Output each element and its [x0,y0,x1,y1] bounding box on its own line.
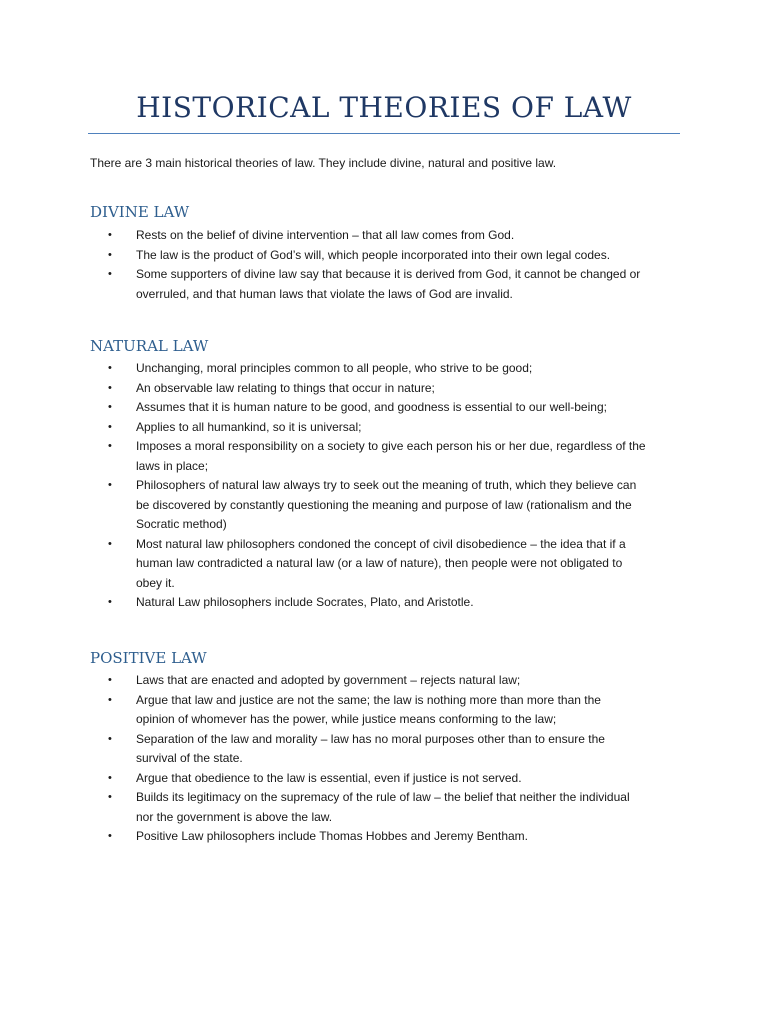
list-item [108,730,688,769]
bullet-icon: • [108,229,112,241]
bullet-icon: • [108,381,112,394]
list-item-text: Laws that are enacted and adopted by government – rejects natural law; [136,673,521,687]
section-list-natural-law [108,359,688,613]
list-item [108,827,688,847]
list-item-text: Most natural law philosophers condoned the concept of civil disobedience – the idea that if a human law contradicted a natural law (or a law of nature), then people were not obligated to obey it. [136,536,626,590]
list-item [108,418,688,438]
list-item-text: Assumes that it is human nature to be good, and goodness is essential to our well-being; [136,400,607,414]
list-item [108,593,688,613]
list-item-text: Argue that obedience to the law is essential, even if justice is not served. [136,770,522,785]
intro-paragraph: There are 3 main historical theories of law. They include divine, natural and positive law. [90,156,557,170]
bullet-icon: • [108,479,112,491]
bullet-icon: • [108,674,112,686]
bullet-icon: • [108,268,112,280]
list-item-text: Positive Law philosophers include Thomas Hobbes and Jeremy Bentham. [136,829,528,843]
list-item-text: The law is the product of God’s will, which people incorporated into their own legal codes. [136,247,611,262]
list-item [108,437,688,476]
bullet-icon: • [108,771,112,784]
list-item [108,535,688,594]
list-item-text: Philosophers of natural law always try to seek out the meaning of truth, which they believe can be discovered by constantly questioning the meaning and purpose of law (rationalism and the Socratic method) [136,478,637,531]
list-item [108,769,688,789]
list-item [108,691,688,730]
bullet-icon: • [108,693,112,706]
page-title: HISTORICAL THEORIES OF LAW [136,91,632,124]
bullet-icon: • [108,401,112,413]
list-item [108,265,688,304]
list-item-text: Imposes a moral responsibility on a society to give each person his or her due, regardless of the laws in place; [136,439,646,473]
list-item-text: An observable law relating to things that occur in nature; [136,380,435,395]
list-item-text: Separation of the law and morality – law has no moral purposes other than to ensure the survival of the state. [136,731,605,765]
bullet-icon: • [108,248,112,261]
bullet-icon: • [108,440,112,452]
list-item [108,379,688,399]
list-item-text: Rests on the belief of divine intervention – that all law comes from God. [136,228,515,242]
section-heading-positive-law: POSITIVE LAW [90,649,207,667]
list-item [108,398,688,418]
list-item [108,476,688,535]
list-item [108,226,688,246]
list-item-text: Natural Law philosophers include Socrates, Plato, and Aristotle. [136,595,474,609]
list-item-text: Applies to all humankind, so it is universal; [136,419,362,434]
bullet-icon: • [108,791,112,803]
list-item [108,359,688,379]
list-item [108,788,688,827]
list-item-text: Builds its legitimacy on the supremacy of the rule of law – the belief that neither the individual nor the government is above the law. [136,790,630,824]
list-item [108,246,688,266]
bullet-icon: • [108,830,112,842]
bullet-icon: • [108,362,112,374]
title-divider [88,133,680,134]
bullet-icon: • [108,420,112,433]
list-item-text: Argue that law and justice are not the same; the law is nothing more than more than the opinion of whomever has the power, while justice means conforming to the law; [136,692,601,726]
bullet-icon: • [108,537,112,550]
section-heading-divine-law: DIVINE LAW [90,203,190,221]
list-item-text: Unchanging, moral principles common to all people, who strive to be good; [136,361,533,375]
section-heading-natural-law: NATURAL LAW [90,337,209,355]
section-list-positive-law [108,671,688,847]
bullet-icon: • [108,596,112,608]
section-list-divine-law [108,226,688,304]
list-item-text: Some supporters of divine law say that because it is derived from God, it cannot be changed or overruled, and that human laws that violate the laws of God are invalid. [136,267,641,301]
list-item [108,671,688,691]
bullet-icon: • [108,732,112,745]
